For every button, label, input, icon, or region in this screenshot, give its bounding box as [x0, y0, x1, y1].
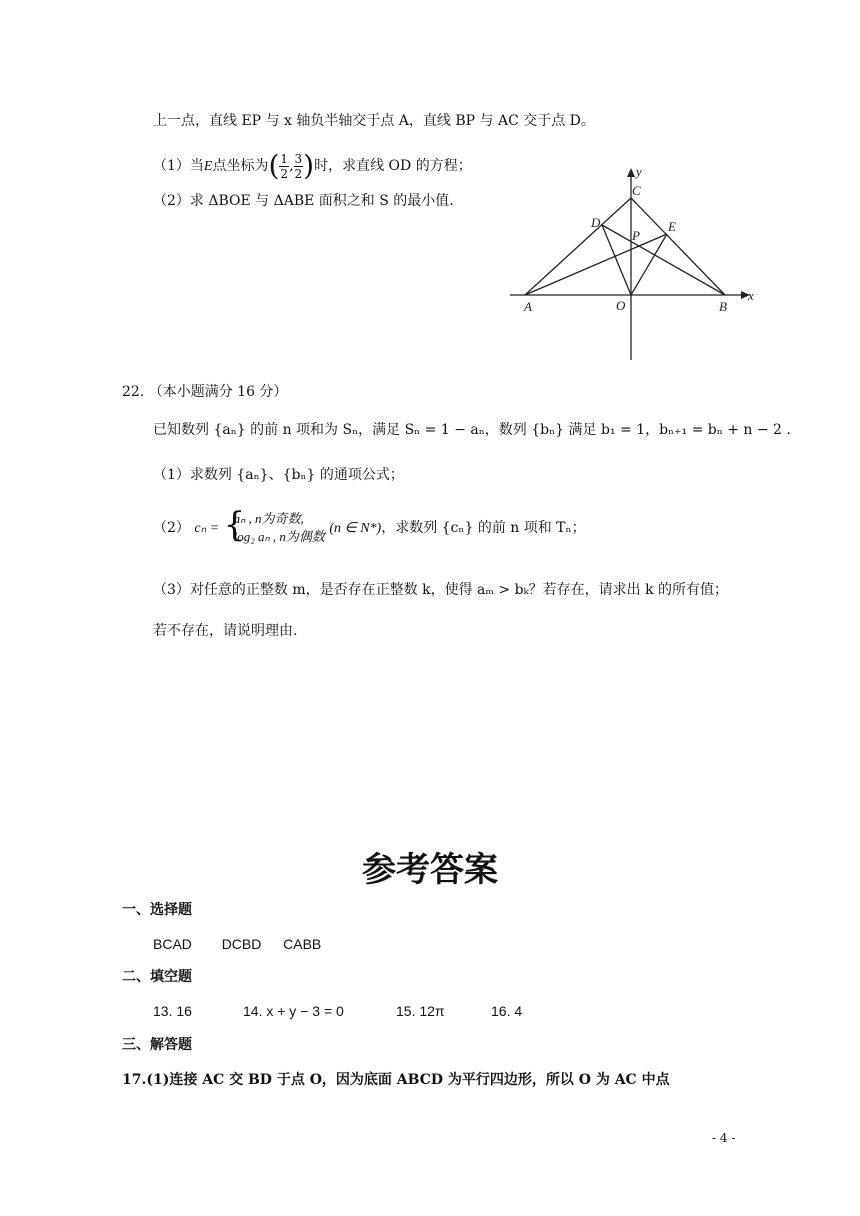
- choice-group-2: DCBD: [221, 936, 262, 952]
- part1-mid: 点坐标为: [212, 158, 269, 174]
- line-ae: [525, 234, 667, 295]
- part2-lhs: cₙ =: [194, 521, 220, 536]
- right-paren: ): [303, 149, 315, 182]
- part1-prefix: （1）当: [153, 158, 204, 174]
- problem21-part1: （1）当E点坐标为( $\frac{1}{2}$, $\frac{3}{2}$)时，求直线 OD 的方程；: [153, 149, 472, 182]
- left-brace: {: [223, 505, 246, 545]
- part2-suffix: ，求数列 {cₙ} 的前 n 项和 Tₙ；: [381, 520, 586, 536]
- y-axis-arrow-icon: [627, 168, 635, 177]
- part2-condition: (n ∈ N*): [329, 521, 382, 536]
- line-oe: [631, 234, 667, 295]
- problem22-given: 已知数列 {aₙ} 的前 n 项和为 Sₙ，满足 Sₙ = 1 − aₙ，数列 {bₙ} 满足 b₁ = 1，bₙ₊₁ = bₙ + n − 2 .: [153, 422, 791, 438]
- case-odd: aₙ , n为奇数,: [233, 511, 304, 526]
- label-c: C: [632, 183, 641, 198]
- answers-title: 参考答案: [362, 850, 498, 890]
- part1-suffix: 时，求直线 OD 的方程；: [314, 158, 472, 174]
- fill-answer-13: 13. 16: [153, 1003, 192, 1019]
- label-y: y: [636, 164, 642, 179]
- part2-prefix: （2）: [153, 520, 190, 536]
- label-a: A: [524, 299, 532, 314]
- fill-answer-16: 16. 4: [491, 1003, 523, 1019]
- choice-answers: [153, 935, 321, 953]
- problem22-part2: [153, 505, 586, 547]
- choice-group-1: BCAD: [153, 936, 192, 952]
- label-b: B: [719, 299, 727, 314]
- piecewise-cases: [223, 505, 325, 546]
- section-choice-heading: 一、选择题: [122, 902, 192, 918]
- fill-answer-14: 14. x + y − 3 = 0: [243, 1003, 344, 1019]
- case-even: log₂ aₙ , n为偶数: [233, 529, 325, 544]
- fraction-three-halves: $\frac{3}{2}$: [294, 151, 303, 181]
- label-p: P: [632, 228, 640, 243]
- line-ac: [525, 198, 631, 295]
- fraction-one-half: $\frac{1}{2}$: [280, 151, 289, 181]
- label-x: x: [748, 288, 754, 303]
- fill-answer-15: 15. 12π: [396, 1003, 445, 1019]
- label-d: D: [591, 215, 601, 230]
- problem22-part3: （3）对任意的正整数 m，是否存在正整数 k，使得 aₘ > bₖ？若存在，请求出 k 的所有值；: [153, 582, 729, 598]
- problem21-part2: （2）求 ΔBOE 与 ΔABE 面积之和 S 的最小值.: [153, 193, 454, 209]
- label-o: O: [616, 298, 626, 313]
- label-e: E: [668, 219, 676, 234]
- problem22-header: 22. （本小题满分 16 分）: [122, 384, 288, 400]
- solution-17-intro: 17.(1)连接 AC 交 BD 于点 O，因为底面 ABCD 为平行四边形，所以 O 为 AC 中点: [122, 1072, 670, 1088]
- line-cb: [631, 198, 725, 295]
- page-number: - 4 -: [712, 1131, 736, 1145]
- problem22-part3-cont: 若不存在，请说明理由.: [153, 623, 298, 639]
- section-solution-heading: 三、解答题: [122, 1037, 192, 1053]
- problem22-part1: （1）求数列 {aₙ}、{bₙ} 的通项公式；: [153, 467, 404, 483]
- triangle-figure: [505, 162, 765, 364]
- problem21-line1: 上一点，直线 EP 与 x 轴负半轴交于点 A，直线 BP 与 AC 交于点 D。: [153, 113, 595, 129]
- choice-group-3: CABB: [283, 936, 322, 952]
- section-fill-heading: 二、填空题: [122, 969, 192, 985]
- part1-point-e: E: [203, 159, 213, 174]
- left-paren: (: [268, 149, 280, 182]
